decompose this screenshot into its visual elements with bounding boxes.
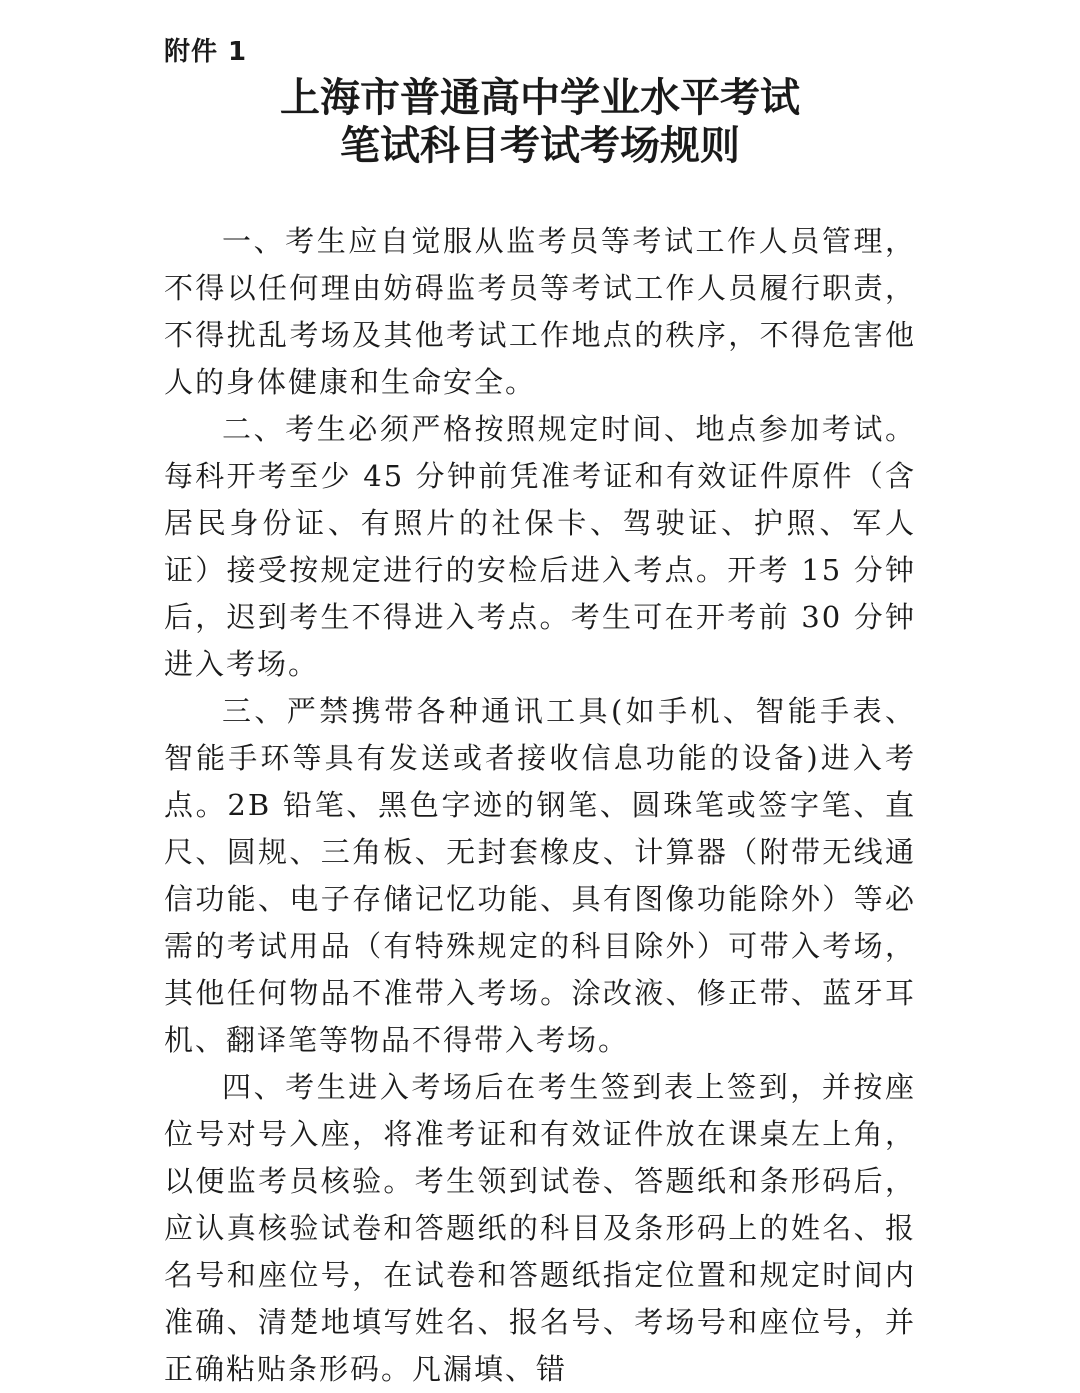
document-title [0, 74, 1080, 170]
rule-paragraph-3: 三、严禁携带各种通讯工具(如手机、智能手表、智能手环等具有发送或者接收信息功能的设备)进入考点。2B 铅笔、黑色字迹的钢笔、圆珠笔或签字笔、直尺、圆规、三角板、无封套橡皮、计算器（附带无线通信功能、电子存储记忆功能、具有图像功能除外）等必需的考试用品（有特殊规定的科目除外）可带入考场，其他任何物品不准带入考场。涂改液、修正带、蓝牙耳机、翻译笔等物品不得带入考场。 [164, 694, 916, 1057]
rule-paragraph-2: 二、考生必须严格按照规定时间、地点参加考试。每科开考至少 45 分钟前凭准考证和有效证件原件（含居民身份证、有照片的社保卡、驾驶证、护照、军人证）接受按规定进行的安检后进入考点。开考 15 分钟后，迟到考生不得进入考点。考生可在开考前 30 分钟进入考场。 [164, 412, 916, 681]
title-line-1: 上海市普通高中学业水平考试 [280, 74, 800, 121]
attachment-label: 附件 1 [164, 37, 248, 67]
rule-paragraph-4: 四、考生进入考场后在考生签到表上签到，并按座位号对号入座，将准考证和有效证件放在课桌左上角，以便监考员核验。考生领到试卷、答题纸和条形码后，应认真核验试卷和答题纸的科目及条形码上的姓名、报名号和座位号，在试卷和答题纸指定位置和规定时间内准确、清楚地填写姓名、报名号、考场号和座位号，并正确粘贴条形码。凡漏填、错 [164, 1070, 916, 1386]
title-line-2: 笔试科目考试考场规则 [340, 122, 740, 169]
rule-paragraph-1: 一、考生应自觉服从监考员等考试工作人员管理，不得以任何理由妨碍监考员等考试工作人员履行职责，不得扰乱考场及其他考试工作地点的秩序，不得危害他人的身体健康和生命安全。 [164, 224, 916, 399]
document-body [164, 218, 916, 1393]
